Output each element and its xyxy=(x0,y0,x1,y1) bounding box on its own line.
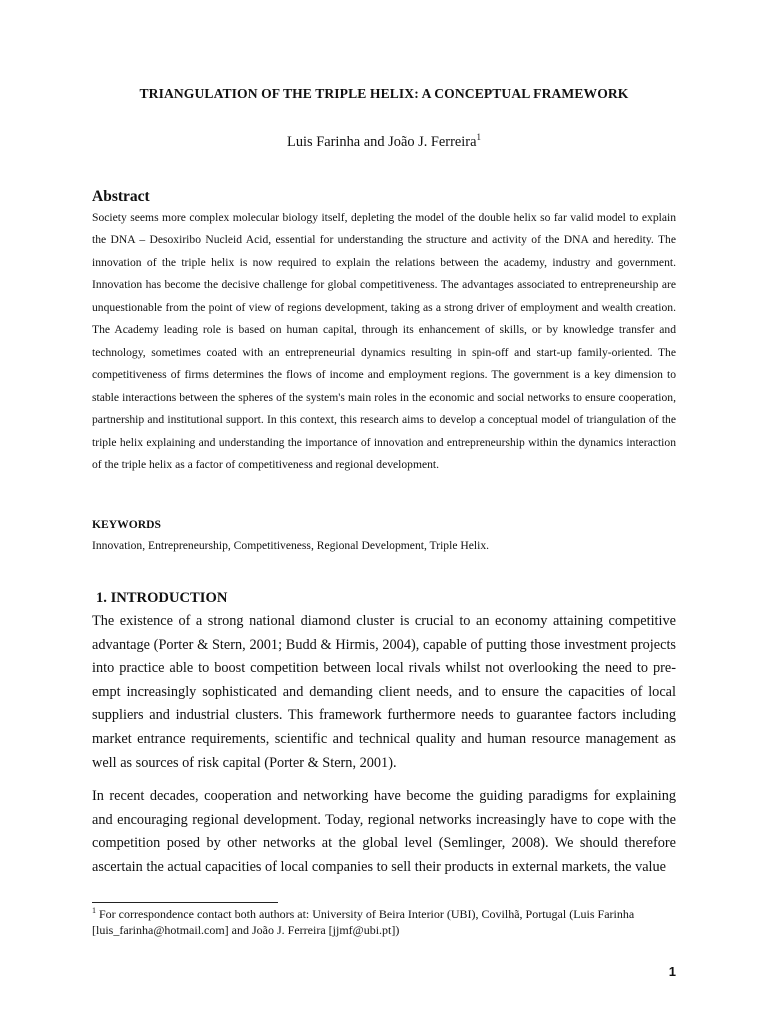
author-names: Luis Farinha and João J. Ferreira xyxy=(287,134,477,150)
introduction-paragraph-1: The existence of a strong national diamond cluster is crucial to an economy attaining competitive advantage (Porter & Stern, 2001; Budd & Hirmis, 2004), capable of putting those investment projects into practice able to boost competition between local rivals whilst not overlooking the need to pre-empt increasingly sophisticated and demanding client needs, and to ensure the capacities of local suppliers and industrial clusters. This framework furthermore needs to guarantee factors including market entrance requirements, scientific and technical quality and human resource management as well as sources of risk capital (Porter & Stern, 2001). xyxy=(92,613,676,771)
paper-title: TRIANGULATION OF THE TRIPLE HELIX: A CONCEPTUAL FRAMEWORK xyxy=(139,86,629,101)
page-number: 1 xyxy=(668,964,676,979)
footnote-text: For correspondence contact both authors at: University of Beira Interior (UBI), Covilhã, Portugal (Luis Farinha [luis_farinha@hotmail.com] and João J. Ferreira [jjmf@ubi.pt]) xyxy=(92,907,635,937)
introduction-paragraph-2: In recent decades, cooperation and networking have become the guiding paradigms for explaining and encouraging regional development. Today, regional networks increasingly have to cope with the competition posed by other networks at the global level (Semlinger, 2008). We should therefore ascertain the actual capacities of local companies to sell their products in external markets, the value xyxy=(92,788,676,875)
keywords-heading: KEYWORDS xyxy=(92,518,161,531)
footnote xyxy=(92,907,682,938)
footnote-divider xyxy=(92,902,278,903)
abstract-heading: Abstract xyxy=(92,188,150,205)
introduction-heading: 1. INTRODUCTION xyxy=(96,590,228,606)
author-footnote-mark: 1 xyxy=(476,132,481,142)
footnote-mark: 1 xyxy=(92,906,96,915)
abstract-text: Society seems more complex molecular biology itself, depleting the model of the double helix so far valid model to explain the DNA – Desoxiribo Nucleid Acid, essential for understanding the structure and activity of the DNA and heredity. The innovation of the triple helix is now required to explain the relations between the academy, industry and government. Innovation has become the decisive challenge for global competitiveness. The advantages associated to entrepreneurship are unquestionable from the point of view of regions development, taking as a strong driver of employment and wealth creation. The Academy leading role is based on human capital, through its enhancement of skills, or by knowledge transfer and technology, sometimes coated with an entrepreneurial dynamics resulting in spin-off and start-up family-oriented. The competitiveness of firms determines the flows of income and employment regions. The government is a key dimension to stable interactions between the spheres of the system's main roles in the economic and social networks to ensure cooperation, partnership and institutional support. In this context, this research aims to develop a conceptual model of triangulation of the triple helix explaining and understanding the importance of innovation and entrepreneurship within the dynamics interaction of the triple helix as a factor of competitiveness and regional development. xyxy=(92,211,676,471)
keywords-text: Innovation, Entrepreneurship, Competitiveness, Regional Development, Triple Helix. xyxy=(92,539,490,552)
author-line xyxy=(92,134,676,151)
